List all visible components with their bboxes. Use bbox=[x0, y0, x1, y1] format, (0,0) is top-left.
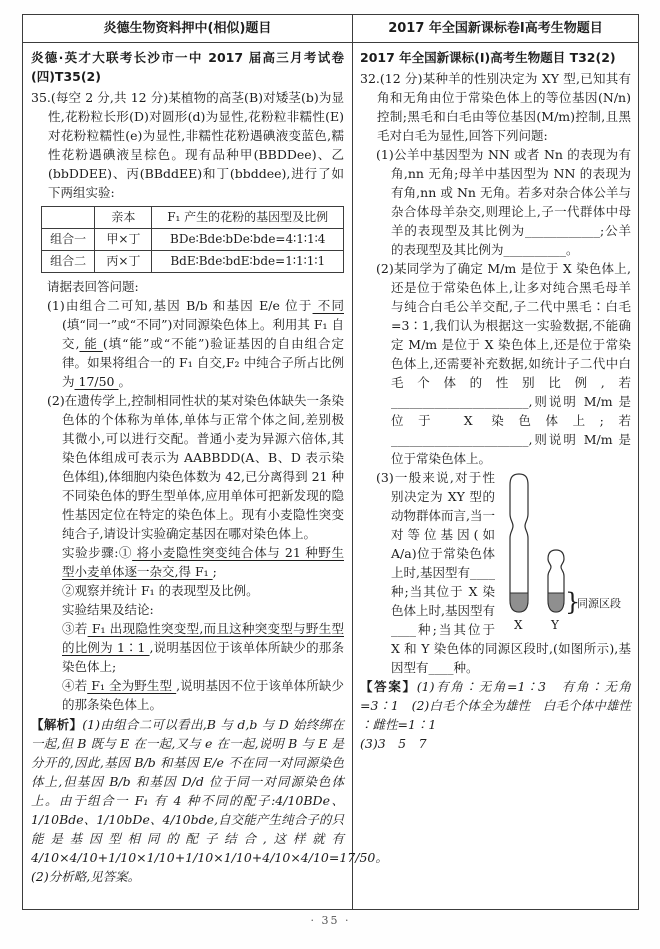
q35-intro: 35.(每空 2 分,共 12 分)某植物的高茎(B)对矮茎(b)为显性,花粉粒长形(D)对圆形(d)为显性,花粉粒非糯性(E)对花粉粒糯性(e)为显性,非糯性花粉遇碘液变蓝色,糯性花粉遇碘液呈棕色。现有品种甲(BBDDee)、乙(bbDDEE)、丙(BBddEE)和丁(bbddee),进行了如下两组实验: bbox=[31, 90, 344, 200]
analysis-text: (1)由组合二可以看出,B 与 d,b 与 D 始终绑在一起,但 B 既与 E 在一起,又与 e 在一起,说明 B 与 E 是分开的,因此,基因 B/b 和基因 E/e 不在同一对同源染色体上,但基因 B/b 和基因 D/d 位于同一对同源染色体上。由于组合一 F₁ 有 4 种不同的配子:4/10BDe、1/10Bde、1/10bDe、4/10bde,自交能产生纯合子的只能是基因型相同的配子结合,这样就有 4/10×4/10+1/10×1/10+1/10×1/10+4/10×4/10=17/50。(2)分析略,见答案。 bbox=[31, 717, 388, 884]
table-cell-combo2-ratio: BdE∶Bde∶bdE∶bde=1∶1∶1∶1 bbox=[152, 251, 344, 273]
table-row bbox=[42, 229, 344, 251]
results-label: 实验结果及结论: bbox=[62, 602, 154, 617]
right-column bbox=[353, 43, 638, 909]
table-cell-combo1-parents: 甲×丁 bbox=[95, 229, 152, 251]
right-source-subtitle: 2017 年全国新课标(Ⅰ)高考生物题目 T32(2) bbox=[360, 50, 616, 65]
analysis-paragraph bbox=[31, 715, 388, 886]
q32-part3 bbox=[376, 468, 631, 677]
answer-paragraph-line2 bbox=[360, 734, 631, 753]
header-left-title: 炎德生物资料押中(相似)题目 bbox=[23, 15, 353, 42]
comparison-table-frame bbox=[22, 14, 639, 910]
step-3: ③若 F₁ 出现隐性突变型,而且这种突变型与野生型的比例为 1∶1 ,说明基因位于该单体所缺少的那条染色体上; bbox=[62, 621, 344, 674]
analysis-label: 【解析】 bbox=[31, 717, 83, 732]
homologous-region-label: 同源区段 bbox=[577, 597, 621, 610]
table-row bbox=[42, 251, 344, 273]
table-cell-combo2-parents: 丙×丁 bbox=[95, 251, 152, 273]
q35-part2: (2)在遗传学上,控制相同性状的某对染色体缺失一条染色体的个体称为单体,单体与正常个体之间,差别极其微小,可以进行交配。普通小麦为异源六倍体,其染色体组成可表示为 AABBDD(A、B、D 表示染色体组),体细胞内染色体数为 42,已分离得到 21 种不同染色体的野生型单体,应用单体可把新发现的隐性基因定位在特定的染色体上。现有小麦隐性突变纯合子,请设计实验确定基因在哪对染色体上。 bbox=[47, 393, 344, 541]
x-chromosome-shape bbox=[510, 474, 528, 612]
table-cell-combo1-ratio: BDe∶Bde∶bDe∶bde=4∶1∶1∶4 bbox=[152, 229, 344, 251]
table-cell-combo1: 组合一 bbox=[42, 229, 95, 251]
header-row bbox=[23, 15, 638, 43]
left-source-subtitle: 炎德·英才大联考长沙市一中 2017 届高三月考试卷(四)T35(2) bbox=[31, 50, 344, 84]
cross-experiment-table bbox=[41, 206, 344, 273]
y-homologous-region bbox=[548, 593, 564, 612]
q35-experiment-steps bbox=[31, 543, 344, 714]
table-header-blank bbox=[42, 207, 95, 229]
answer-text-line2: (3)3 5 7 bbox=[360, 736, 427, 751]
header-right-title: 2017 年全国新课标卷Ⅰ高考生物题目 bbox=[388, 21, 603, 36]
q32-part1: (1)公羊中基因型为 NN 或者 Nn 的表现为有角,nn 无角;母羊中基因型为 NN 的表现为有角,nn 或 Nn 无角。若多对杂合体公羊与杂合体母羊杂交,则理论上,子一代群体中母羊的表现型及其比例为____________;公羊的表现型及其比例为__________。 bbox=[376, 147, 631, 257]
table-header-parents: 亲本 bbox=[95, 207, 152, 229]
answer-text: (1)有角∶无角=1∶3 有角∶无角=3∶1 (2)白毛个体全为雄性 白毛个体中雄性∶雌性=1∶1 bbox=[360, 679, 631, 732]
step-2: ②观察并统计 F₁ 的表现型及比例。 bbox=[62, 583, 259, 598]
q32-part2: (2)某同学为了确定 M/m 是位于 X 染色体上,还是位于常染色体上,让多对纯合黑毛母羊与纯合白毛公羊交配,子二代中黑毛∶白毛=3∶1,我们认为根据这一实验数据,不能确定 M/m 是位于 X 染色体上,还是位于常染色体上,还需要补充数据,如统计子二代中白毛个体的性别比例,若______________________,则说明 M/m 是位于 X 染色体上;若______________________,则说明 M/m 是位于常染色体上。 bbox=[376, 261, 631, 466]
left-column bbox=[23, 43, 388, 909]
answer-label: 【答案】 bbox=[360, 679, 417, 694]
body-row bbox=[23, 43, 638, 909]
q35-prompt: 请据表回答问题: bbox=[47, 279, 139, 294]
table-cell-combo2: 组合二 bbox=[42, 251, 95, 273]
page-number: · 35 · bbox=[310, 914, 351, 927]
step-4: ④若 F₁ 全为野生型 ,说明基因不位于该单体所缺少的那条染色体上。 bbox=[62, 678, 344, 712]
step-1: 实验步骤:① 将小麦隐性突变纯合体与 21 种野生型小麦单体逐一杂交,得 F₁ ; bbox=[62, 545, 344, 579]
table-header-row bbox=[42, 207, 344, 229]
brace-glyph: } bbox=[565, 588, 581, 616]
x-homologous-region bbox=[510, 593, 528, 612]
answer-paragraph bbox=[360, 677, 631, 734]
q32-part3-text: (3)一般来说,对于性别决定为 XY 型的动物群体而言,当一对等位基因(如 A/a)位于常染色体上时,基因型有____种;当其位于 X 染色体上时,基因型有____种;当其位于 X 和 Y 染色体的同源区段时,(如图所示),基因型有____种。 bbox=[376, 470, 631, 675]
q35-part1: (1)由组合二可知,基因 B/b 和基因 E/e 位于 不同 (填“同一”或“不同”)对同源染色体上。利用其 F₁ 自交, 能 (填“能”或“不能”)验证基因的自由组合定律。如果将组合一的 F₁ 自交,F₂ 中纯合子所占比例为 17/50 。 bbox=[47, 298, 344, 389]
xy-chromosome-figure bbox=[499, 470, 631, 634]
table-header-ratio: F₁ 产生的花粉的基因型及比例 bbox=[152, 207, 344, 229]
x-chromosome-label: X bbox=[514, 618, 523, 632]
q32-intro: 32.(12 分)某种羊的性别决定为 XY 型,已知其有角和无角由位于常染色体上的等位基因(N/n)控制;黑毛和白毛由等位基因(M/m)控制,且黑毛对白毛为显性,回答下列问题: bbox=[360, 71, 631, 143]
y-chromosome-label: Y bbox=[551, 618, 559, 632]
